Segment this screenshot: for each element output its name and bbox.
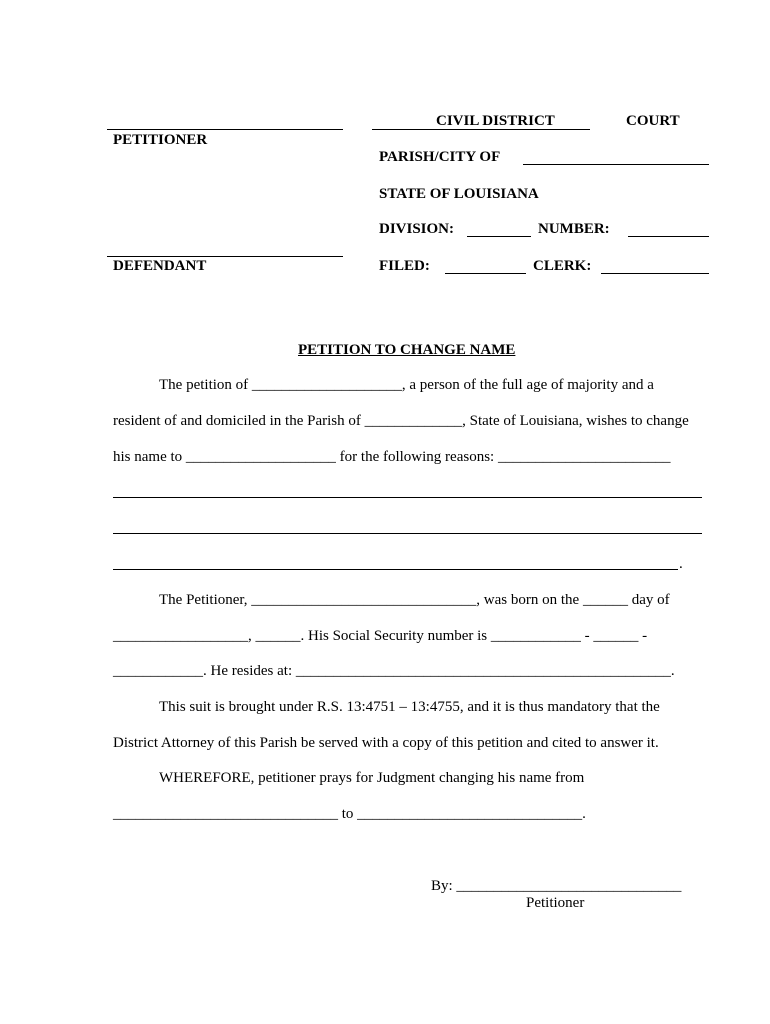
number-line <box>628 236 709 237</box>
parish-label: PARISH/CITY OF <box>379 149 501 165</box>
reasons-line-1 <box>113 497 702 498</box>
document-title: PETITION TO CHANGE NAME <box>298 342 516 358</box>
paragraph-1-line-1: The petition of ____________________, a person of the full age of majority and a <box>159 377 654 393</box>
signature-label: Petitioner <box>526 895 585 911</box>
paragraph-4-line-2: ______________________________ to ______________________________. <box>113 806 586 822</box>
paragraph-2-line-1: The Petitioner, ______________________________, was born on the ______ day of <box>159 592 670 608</box>
paragraph-1-line-3: his name to ____________________ for the following reasons: _______________________ <box>113 449 671 465</box>
division-line <box>467 236 531 237</box>
paragraph-3-line-2: District Attorney of this Parish be served with a copy of this petition and cited to answer it. <box>113 735 659 751</box>
clerk-label: CLERK: <box>533 258 592 274</box>
paragraph-2-line-3: ____________. He resides at: __________________________________________________. <box>113 663 675 679</box>
reasons-end-period: . <box>679 556 683 572</box>
paragraph-3-line-1: This suit is brought under R.S. 13:4751 – 13:4755, and it is thus mandatory that the <box>159 699 660 715</box>
court-label: COURT <box>626 113 680 129</box>
signature-by-line: By: ______________________________ <box>431 878 682 894</box>
number-label: NUMBER: <box>538 221 610 237</box>
paragraph-1-line-2: resident of and domiciled in the Parish of _____________, State of Louisiana, wishes to change <box>113 413 689 429</box>
clerk-line <box>601 273 709 274</box>
parish-line <box>523 164 709 165</box>
filed-label: FILED: <box>379 258 430 274</box>
defendant-label: DEFENDANT <box>113 258 207 274</box>
paragraph-2-line-2: __________________, ______. His Social Security number is ____________ - ______ - <box>113 628 648 644</box>
reasons-line-3 <box>113 569 678 570</box>
court-name: CIVIL DISTRICT <box>436 113 555 129</box>
paragraph-4-line-1: WHEREFORE, petitioner prays for Judgment changing his name from <box>159 770 585 786</box>
filed-line <box>445 273 526 274</box>
petitioner-name-line <box>107 129 343 130</box>
state-label: STATE OF LOUISIANA <box>379 186 539 202</box>
petitioner-label: PETITIONER <box>113 132 208 148</box>
reasons-line-2 <box>113 533 702 534</box>
division-label: DIVISION: <box>379 221 455 237</box>
